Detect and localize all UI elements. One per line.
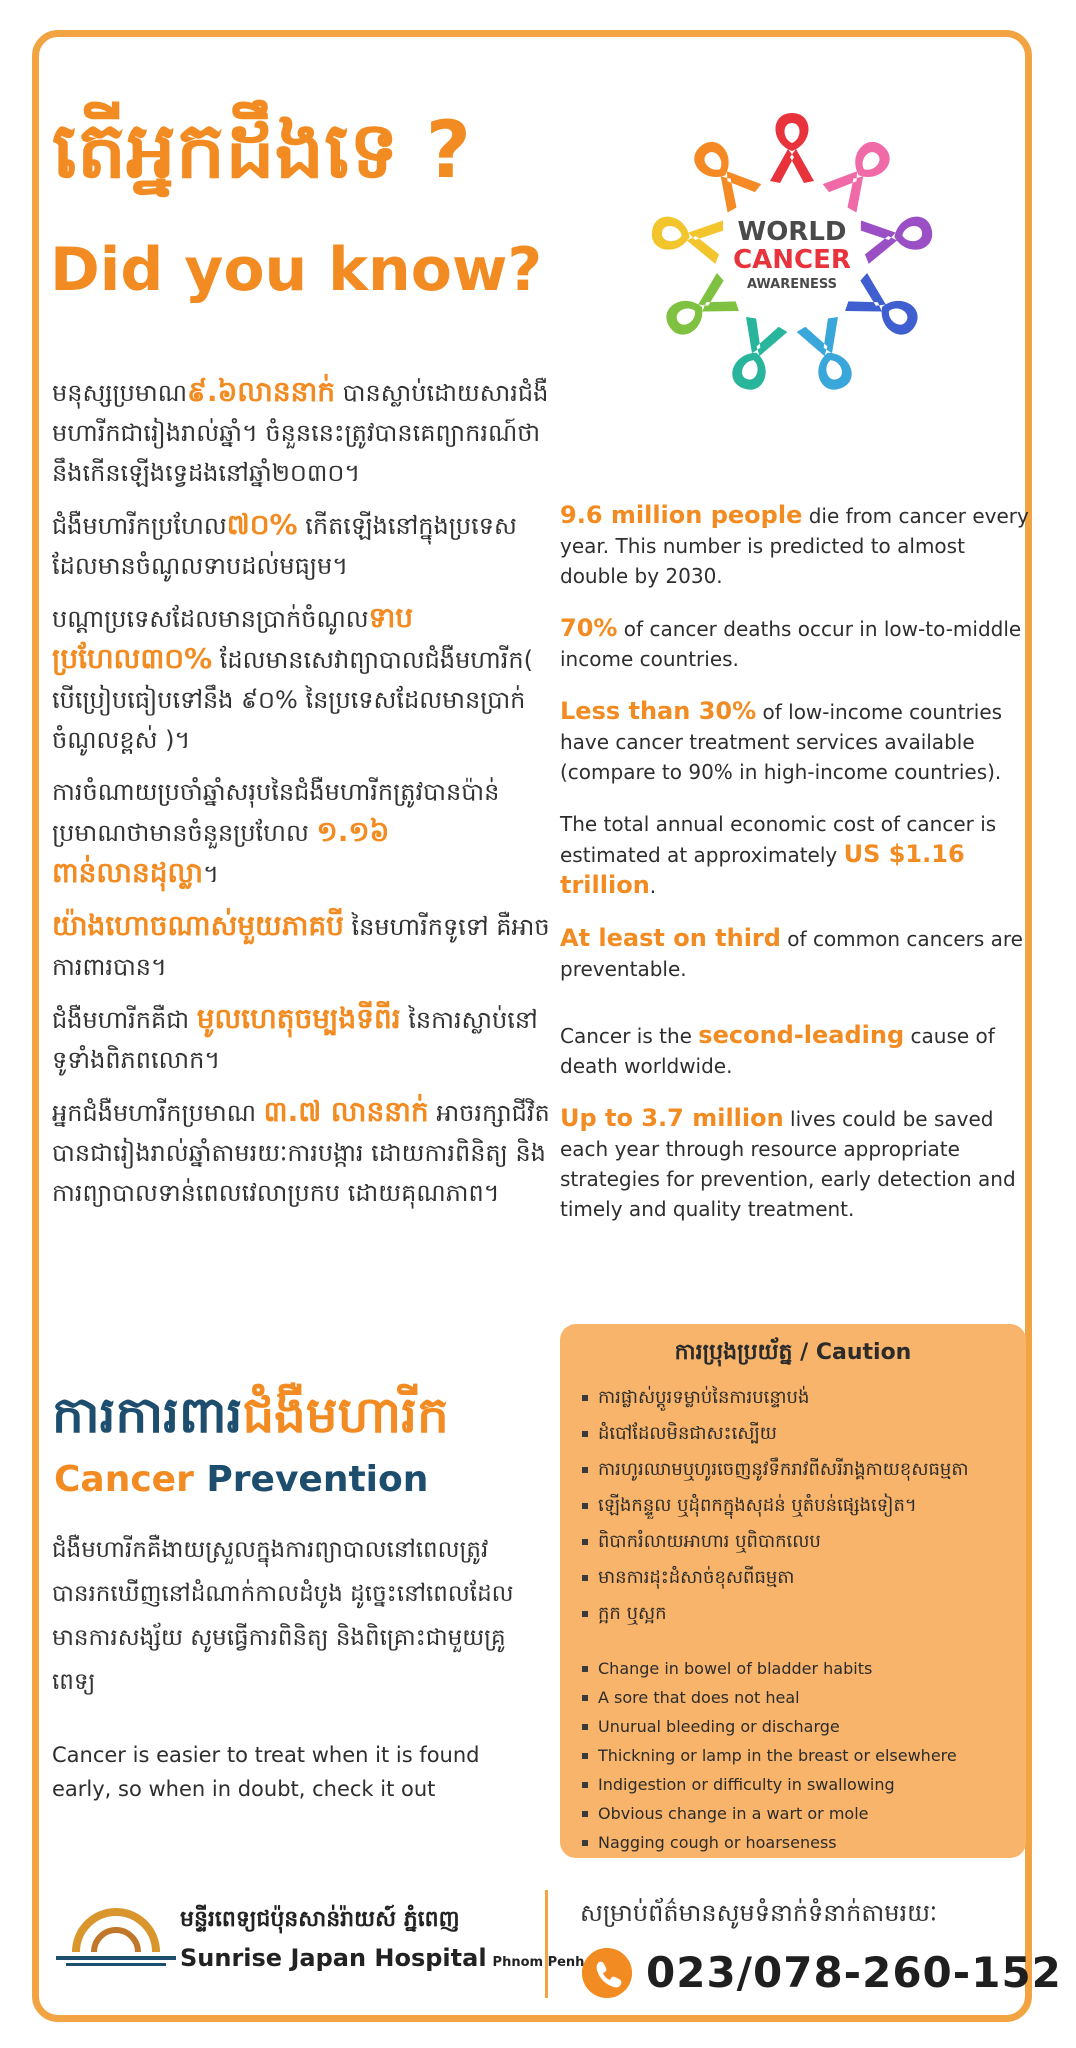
caution-item-english: A sore that does not heal <box>580 1683 1006 1712</box>
caution-item-english: Obvious change in a wart or mole <box>580 1799 1006 1828</box>
caution-item-khmer: មានការដុះដំសាច់ខុសពីធម្មតា <box>580 1560 1006 1596</box>
awareness-ribbon-icon <box>770 113 814 183</box>
prevention-title-english: Cancer Prevention <box>54 1459 429 1500</box>
contact-label: សម្រាប់ព័ត៌មានសូមទំនាក់ទំនាក់តាមរយៈ <box>580 1899 938 1927</box>
phone-icon[interactable] <box>582 1948 632 1998</box>
prevention-text-khmer: ជំងឺមហារីកគឺងាយស្រួលក្នុងការព្យាបាលនៅពេលត្រូវបានរកឃើញនៅដំណាក់កាលដំបូង ដូច្នេះនៅពេលដែលមានការសង្ស័យ សូមធ្វើការពិនិត្យ និងពិគ្រោះជាមួយគ្រូពេទ្យ <box>52 1537 514 1695</box>
awareness-ribbon-icon <box>821 132 900 214</box>
phone-number[interactable]: 023/078-260-152 <box>646 1948 1062 1997</box>
fact-khmer-2: ជំងឺមហារីកប្រហែល៧០% កើតឡើងនៅក្នុងប្រទេសដែលមានចំណូលទាបដល់មធ្យម។ <box>52 508 517 580</box>
world-cancer-awareness-logo <box>622 100 962 400</box>
fact-english-2: 70% of cancer deaths occur in low-to-middle income countries. <box>560 614 1022 671</box>
awareness-ribbon-icon <box>658 272 741 345</box>
fact-english-4: The total annual economic cost of cancer is estimated at approximately US $1.16 trillion. <box>560 812 997 899</box>
fact-highlight: ៣.៧ លាននាក់ <box>263 1095 429 1128</box>
facts-english-column <box>560 500 1030 1246</box>
fact-highlight: At least on third <box>560 924 781 952</box>
fact-khmer-1: មនុស្សប្រមាណ៩.៦លាននាក់ បានស្លាប់ដោយសារជំងឺមហារីកជារៀងរាល់ឆ្នាំ។ ចំនួននេះត្រូវបានគេព្យាករណ៍ថានឹងកើនឡើងទ្វេដងនៅឆ្នាំ២០៣០។ <box>52 375 549 487</box>
fact-highlight: យ៉ាងហោចណាស់មួយភាគបី <box>52 909 344 942</box>
fact-english-6: Cancer is the second-leading cause of death worldwide. <box>560 1021 995 1078</box>
hospital-name-khmer: មន្ទីរពេទ្យជប៉ុនសាន់រ៉ាយស៍ ភ្នំពេញ <box>180 1907 460 1932</box>
fact-highlight: Less than 30% <box>560 697 757 725</box>
caution-item-english: Indigestion or difficulty in swallowing <box>580 1770 1006 1799</box>
caution-item-khmer: ដំបៅដែលមិនជាសះស្បើយ <box>580 1416 1006 1452</box>
awareness-ribbon-icon <box>796 315 861 396</box>
fact-highlight: ១.១៦ ពាន់លានដុល្លា <box>52 815 390 889</box>
fact-english-7: Up to 3.7 million lives could be saved each year through resource appropriate strategies for prevention, early detection and timely and quality treatment. <box>560 1104 1016 1221</box>
fact-khmer-7: អ្នកជំងឺមហារីកប្រមាណ ៣.៧ លាននាក់ អាចរក្សាជីវិតបានជារៀងរាល់ឆ្នាំតាមរយៈការបង្ការ ដោយការពិនិត្យ និងការព្យាបាលទាន់ពេលវេលាប្រកប ដោយគុណភាព។ <box>52 1095 550 1207</box>
facts-khmer-column <box>52 372 552 1225</box>
fact-khmer-6: ជំងឺមហារីកគឺជា មូលហេតុចម្បងទីពីរ នៃការស្លាប់នៅទូទាំងពិភពលោក។ <box>52 1002 538 1074</box>
fact-highlight: US $1.16 trillion <box>560 840 965 899</box>
caution-item-khmer: ការផ្លាស់ប្តូរទម្លាប់នៃការបន្ទោបង់ <box>580 1380 1006 1416</box>
awareness-ribbon-icon <box>723 315 788 396</box>
awareness-ribbon-icon <box>684 132 763 214</box>
fact-khmer-4: ការចំណាយប្រចាំឆ្នាំសរុបនៃជំងឺមហារីកត្រូវបានប៉ាន់ប្រមាណថាមានចំនួនប្រហែល ១.១៦ ពាន់លានដុល្លា។ <box>52 778 500 889</box>
logo-line-cancer: CANCER <box>733 245 851 275</box>
fact-highlight: មូលហេតុចម្បងទីពីរ <box>196 1002 401 1035</box>
fact-khmer-5: យ៉ាងហោចណាស់មួយភាគបី នៃមហារីកទូទៅ គឺអាចការពារបាន។ <box>52 909 550 981</box>
hospital-city: Phnom Penh <box>492 1955 585 1970</box>
caution-item-english: Nagging cough or hoarseness <box>580 1828 1006 1857</box>
fact-highlight: 70% <box>560 614 618 642</box>
fact-highlight: second-leading <box>698 1021 905 1049</box>
caution-box <box>560 1324 1026 1858</box>
awareness-ribbon-icon <box>843 272 926 345</box>
fact-highlight: ទាបប្រហែល៣០% <box>52 601 414 675</box>
awareness-ribbon-icon <box>859 209 936 264</box>
title-english: Did you know? <box>50 235 543 305</box>
caution-item-khmer: ក្អក ឬស្អក <box>580 1596 1006 1632</box>
caution-item-english: Thickning or lamp in the breast or elsewhere <box>580 1741 1006 1770</box>
prevention-text-english: Cancer is easier to treat when it is found early, so when in doubt, check it out <box>52 1743 480 1801</box>
caution-item-khmer: ឡើងកន្ទួល ឬដុំពកក្នុងសុដន់ ឬតំបន់ផ្សេងទៀត។ <box>580 1488 1006 1524</box>
caution-title: ការប្រុងប្រយ័ត្ន / Caution <box>674 1340 912 1365</box>
caution-item-khmer: ពិបាករំលាយអាហារ ឬពិបាកលេប <box>580 1524 1006 1560</box>
title-khmer: តើអ្នកដឹងទេ ? <box>52 106 471 196</box>
fact-highlight: Up to 3.7 million <box>560 1104 784 1132</box>
fact-highlight: ៧០% <box>226 508 298 541</box>
awareness-ribbon-icon <box>648 209 725 264</box>
caution-item-khmer: ការហូរឈាមឬហូរចេញនូវទឹករាវពីសរីរាង្គកាយខុសធម្មតា <box>580 1452 1006 1488</box>
fact-highlight: 9.6 million people <box>560 501 803 529</box>
caution-list-english <box>580 1654 1006 1857</box>
caution-list-khmer <box>580 1380 1006 1632</box>
fact-english-5: At least on third of common cancers are preventable. <box>560 924 1023 981</box>
caution-item-english: Change in bowel of bladder habits <box>580 1654 1006 1683</box>
logo-line-awareness: AWARENESS <box>746 277 838 292</box>
fact-highlight: ៩.៦លាននាក់ <box>187 375 336 408</box>
prevention-title-khmer: ការការពារជំងឺមហារីក <box>52 1386 449 1444</box>
fact-khmer-3: បណ្តាប្រទេសដែលមានប្រាក់ចំណូលទាបប្រហែល៣០% ដែលមានសេវាព្យាបាលជំងឺមហារីក( បើប្រៀបធៀបទៅនឹង ៩០% នៃប្រទេសដែលមានប្រាក់ចំណូលខ្ពស់ )។ <box>52 601 533 754</box>
fact-english-3: Less than 30% of low-income countries have cancer treatment services available (compare to 90% in high-income countries). <box>560 697 1003 784</box>
fact-english-1: 9.6 million people die from cancer every year. This number is predicted to almost double by 2030. <box>560 501 1029 588</box>
caution-item-english: Unurual bleeding or discharge <box>580 1712 1006 1741</box>
hospital-name-english: Sunrise Japan Hospital Phnom Penh <box>180 1944 585 1972</box>
sunrise-logo-icon <box>56 1900 176 1970</box>
logo-line-world: WORLD <box>737 217 847 247</box>
